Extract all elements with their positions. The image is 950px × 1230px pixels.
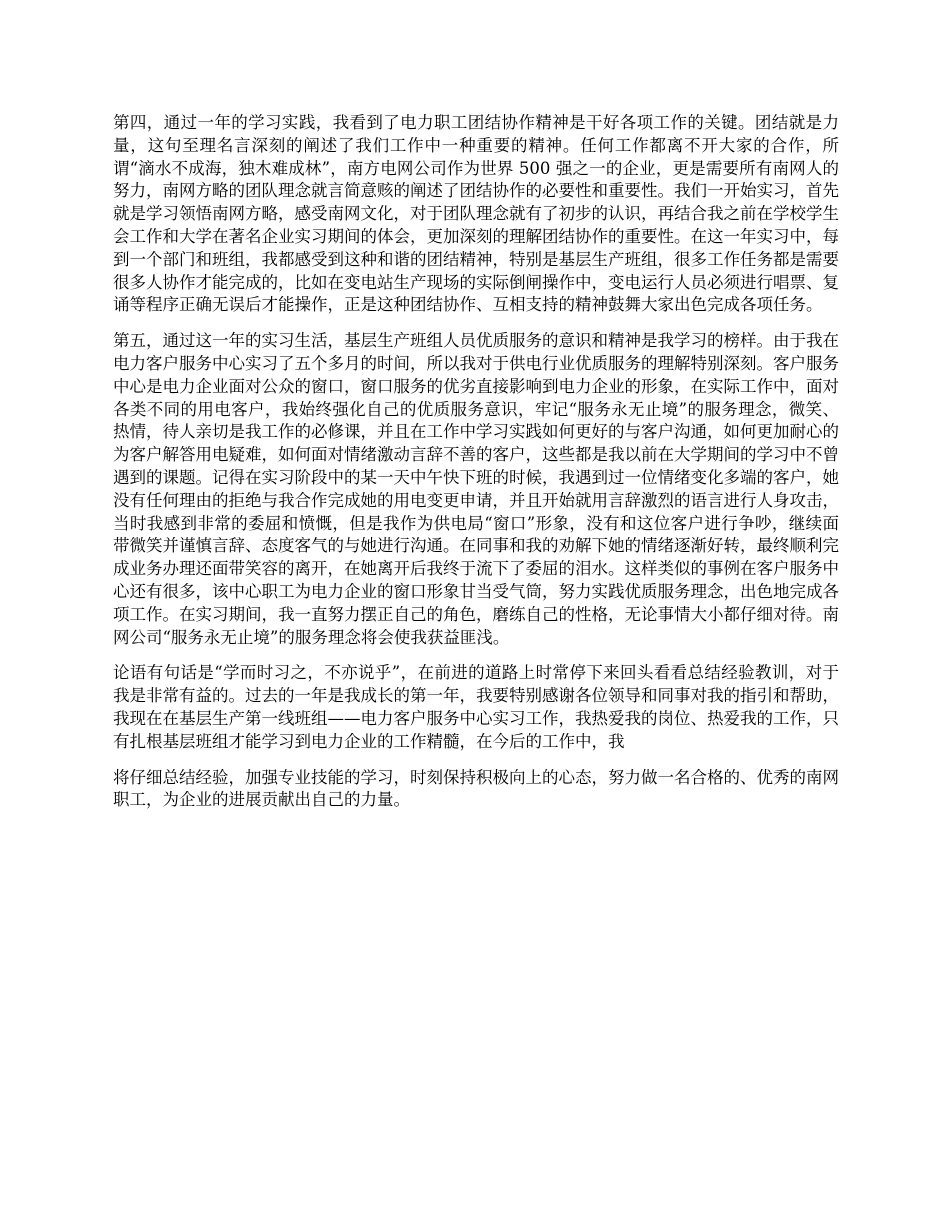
paragraph-quality-service: 第五，通过这一年的实习生活，基层生产班组人员优质服务的意识和精神是我学习的榜样。由于我在电力客户服务中心实习了五个多月的时间，所以我对于供电行业优质服务的理解特别深刻。客户服务中心是电力企业面对公众的窗口，窗口服务的优劣直接影响到电力企业的形象，在实际工作中，面对各类不同的用电客户，我始终强化自己的优质服务意识，牢记“服务永无止境”的服务理念，微笑、热情，待人亲切是我工作的必修课，并且在工作中学习实践如何更好的与客户沟通，如何更加耐心的为客户解答用电疑难，如何面对情绪激动言辞不善的客户，这些都是我以前在大学期间的学习中不曾遇到的课题。记得在实习阶段中的某一天中午快下班的时候，我遇到过一位情绪变化多端的客户，她没有任何理由的拒绝与我合作完成她的用电变更申请，并且开始就用言辞激烈的语言进行人身攻击，当时我感到非常的委屈和愤慨，但是我作为供电局“窗口”形象，没有和这位客户进行争吵，继续面带微笑并谨慎言辞、态度客气的与她进行沟通。在同事和我的劝解下她的情绪逐渐好转，最终顺利完成业务办理还面带笑容的离开，在她离开后我终于流下了委屈的泪水。这样类似的事例在客户服务中心还有很多，该中心职工为电力企业的窗口形象甘当受气筒，努力实践优质服务理念，出色地完成各项工作。在实习期间，我一直努力摆正自己的角色，磨练自己的性格，无论事情大小都仔细对待。南网公司“服务永无止境”的服务理念将会使我获益匪浅。 [113, 331, 839, 647]
document-body [113, 112, 839, 825]
paragraph-teamwork: 第四，通过一年的学习实践，我看到了电力职工团结协作精神是干好各项工作的关键。团结就是力量，这句至理名言深刻的阐述了我们工作中一种重要的精神。任何工作都离不开大家的合作，所谓“滴水不成海，独木难成林”，南方电网公司作为世界 500 强之一的企业，更是需要所有南网人的努力，南网方略的团队理念就言简意赅的阐述了团结协作的必要性和重要性。我们一开始实习，首先就是学习领悟南网方略，感受南网文化，对于团队理念就有了初步的认识，再结合我之前在学校学生会工作和大学在著名企业实习期间的体会，更加深刻的理解团结协作的重要性。在这一年实习中，每到一个部门和班组，我都感受到这种和谐的团结精神，特别是基层生产班组，很多工作任务都是需要很多人协作才能完成的，比如在变电站生产现场的实际倒闸操作中，变电运行人员必须进行唱票、复诵等程序正确无误后才能操作，正是这种团结协作、互相支持的精神鼓舞大家出色完成各项任务。 [113, 113, 839, 315]
paragraph-summary: 论语有句话是“学而时习之，不亦说乎”，在前进的道路上时常停下来回头看看总结经验教训，对于我是非常有益的。过去的一年是我成长的第一年，我要特别感谢各位领导和同事对我的指引和帮助，我现在在基层生产第一线班组——电力客户服务中心实习工作，我热爱我的岗位、热爱我的工作，只有扎根基层班组才能学习到电力企业的工作精髓，在今后的工作中，我 [113, 663, 839, 751]
paragraph-closing: 将仔细总结经验，加强专业技能的学习，时刻保持积极向上的心态，努力做一名合格的、优秀的南网职工，为企业的进展贡献出自己的力量。 [113, 767, 839, 810]
